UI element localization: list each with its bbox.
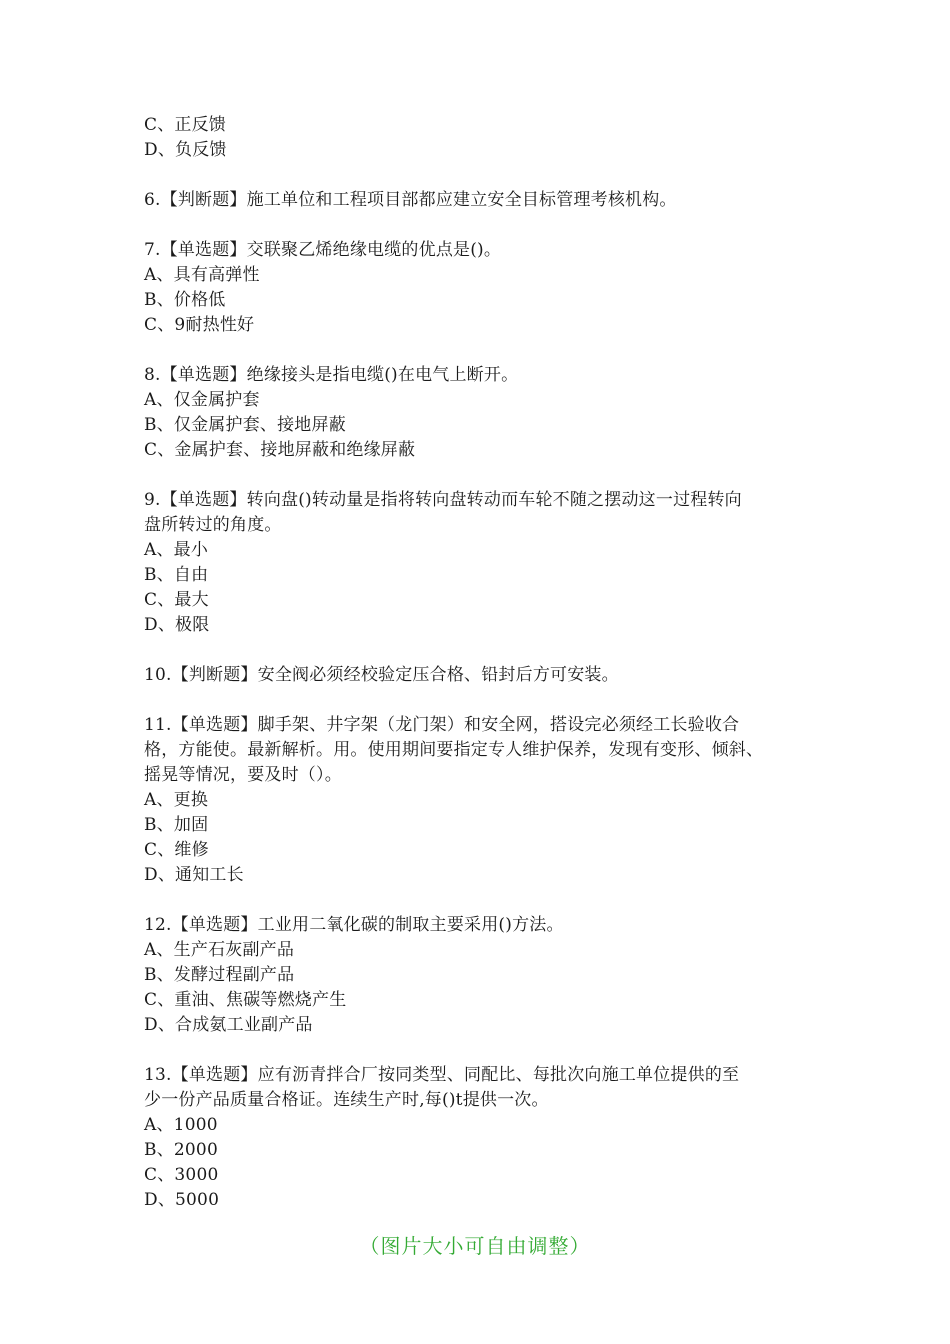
text-line: B、价格低 (144, 290, 226, 310)
text-line: 6.【判断题】施工单位和工程项目部都应建立安全目标管理考核机构。 (144, 190, 677, 210)
text-line: C、最大 (144, 590, 209, 610)
text-line: B、仅金属护套、接地屏蔽 (144, 415, 346, 435)
blank-line (144, 638, 814, 663)
text-line: C、9耐热性好 (144, 315, 255, 335)
text-line: B、2000 (144, 1140, 218, 1160)
text-line: A、更换 (144, 790, 209, 810)
text-line: D、5000 (144, 1190, 220, 1210)
text-line: 8.【单选题】绝缘接头是指电缆()在电气上断开。 (144, 365, 519, 385)
text-line: 11.【单选题】脚手架、井字架（龙门架）和安全网，搭设完必须经工长验收合 (144, 715, 740, 735)
footer-note: （图片大小可自由调整） (359, 1234, 591, 1258)
text-line: 13.【单选题】应有沥青拌合厂按同类型、同配比、每批次向施工单位提供的至 (144, 1065, 740, 1085)
text-line: 10.【判断题】安全阀必须经校验定压合格、铅封后方可安装。 (144, 665, 619, 685)
text-line: C、3000 (144, 1165, 219, 1185)
text-line: A、最小 (144, 540, 209, 560)
text-line: 盘所转过的角度。 (144, 515, 282, 535)
text-line: 9.【单选题】转向盘()转动量是指将转向盘转动而车轮不随之摆动这一过程转向 (144, 490, 742, 510)
text-line: D、极限 (144, 615, 210, 635)
text-line: C、维修 (144, 840, 209, 860)
text-line: 12.【单选题】工业用二氧化碳的制取主要采用()方法。 (144, 915, 564, 935)
text-line: C、金属护套、接地屏蔽和绝缘屏蔽 (144, 440, 416, 460)
blank-line (144, 213, 814, 238)
text-line: B、加固 (144, 815, 209, 835)
question-list (144, 113, 814, 1213)
text-line: A、生产石灰副产品 (144, 940, 295, 960)
text-line: A、1000 (144, 1115, 218, 1135)
text-line: D、合成氨工业副产品 (144, 1015, 313, 1035)
blank-line (144, 338, 814, 363)
blank-line (144, 688, 814, 713)
text-line: 格，方能使。最新解析。用。使用期间要指定专人维护保养，发现有变形、倾斜、 (144, 740, 764, 760)
text-line: D、通知工长 (144, 865, 244, 885)
blank-line (144, 1038, 814, 1063)
text-line: B、自由 (144, 565, 209, 585)
text-line: 7.【单选题】交联聚乙烯绝缘电缆的优点是()。 (144, 240, 502, 260)
text-line: D、负反馈 (144, 140, 227, 160)
blank-line (144, 888, 814, 913)
text-line: 少一份产品质量合格证。连续生产时,每()t提供一次。 (144, 1090, 549, 1110)
text-line: B、发酵过程副产品 (144, 965, 295, 985)
blank-line (144, 463, 814, 488)
text-line: 摇晃等情况，要及时（）。 (144, 765, 342, 785)
text-line: C、正反馈 (144, 115, 227, 135)
text-line: A、具有高弹性 (144, 265, 260, 285)
blank-line (144, 163, 814, 188)
text-line: C、重油、焦碳等燃烧产生 (144, 990, 347, 1010)
text-line: A、仅金属护套 (144, 390, 260, 410)
